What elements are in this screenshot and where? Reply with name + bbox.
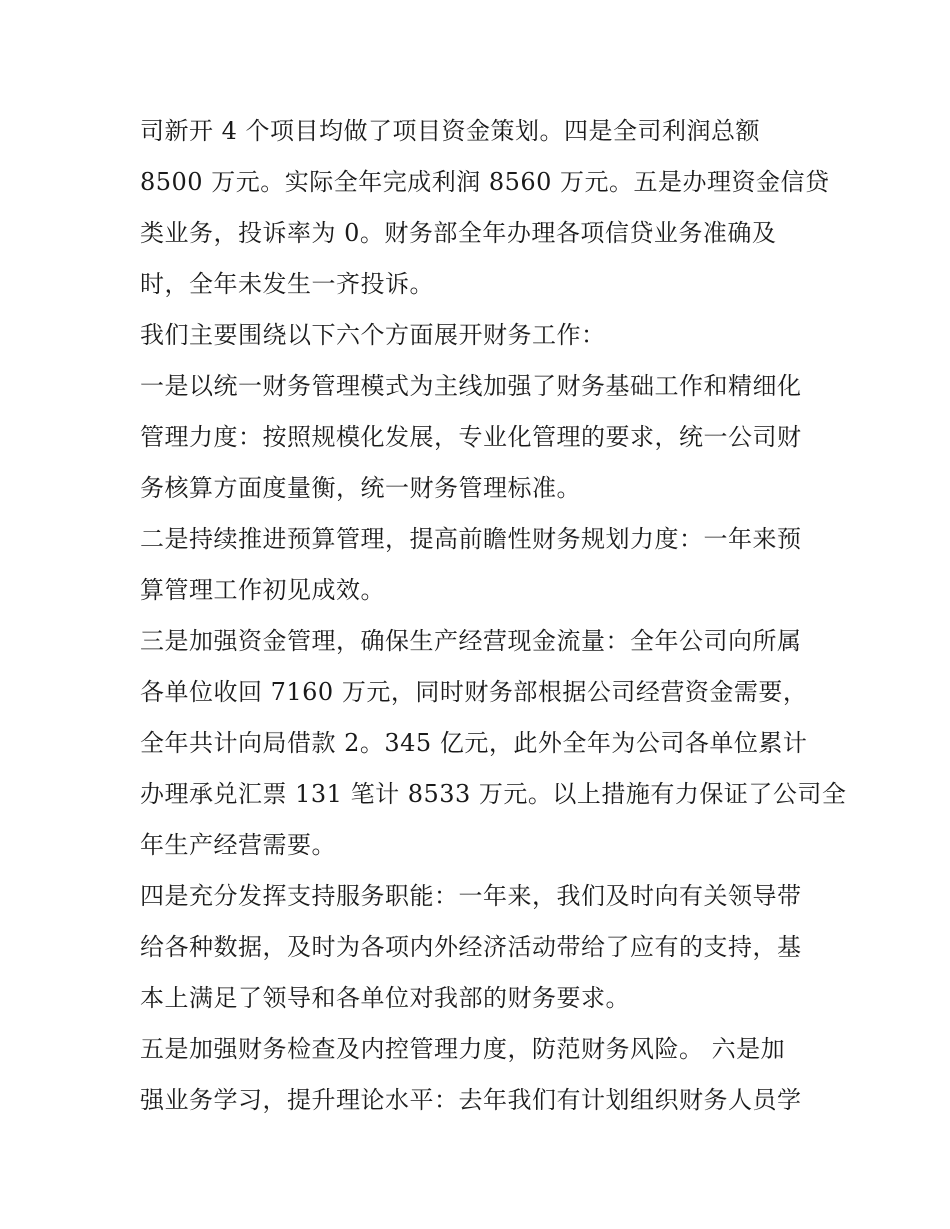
- text-line: 管理力度：按照规模化发展，专业化管理的要求，统一公司财: [140, 423, 802, 451]
- text-line: 五是加强财务检查及内控管理力度，防范财务风险。 六是加: [140, 1035, 786, 1063]
- text-line: 二是持续推进预算管理，提高前瞻性财务规划力度：一年来预: [140, 525, 802, 553]
- text-line: 全年共计向局借款 2。345 亿元，此外全年为公司各单位累计: [140, 729, 808, 757]
- text-line: 司新开 4 个项目均做了项目资金策划。四是全司利润总额: [140, 117, 761, 145]
- text-line: 强业务学习，提升理论水平：去年我们有计划组织财务人员学: [140, 1086, 802, 1114]
- text-line: 我们主要围绕以下六个方面展开财务工作：: [140, 321, 606, 349]
- text-line: 本上满足了领导和各单位对我部的财务要求。: [140, 984, 630, 1012]
- text-line: 各单位收回 7160 万元，同时财务部根据公司经营资金需要，: [140, 678, 808, 706]
- text-line: 年生产经营需要。: [140, 831, 336, 859]
- text-line: 8500 万元。实际全年完成利润 8560 万元。五是办理资金信贷: [140, 168, 830, 196]
- text-line: 类业务，投诉率为 0。财务部全年办理各项信贷业务准确及: [140, 219, 777, 247]
- text-line: 四是充分发挥支持服务职能：一年来，我们及时向有关领导带: [140, 882, 802, 910]
- text-line: 时，全年未发生一齐投诉。: [140, 270, 434, 298]
- text-line: 算管理工作初见成效。: [140, 576, 385, 604]
- text-line: 一是以统一财务管理模式为主线加强了财务基础工作和精细化: [140, 372, 802, 400]
- text-line: 办理承兑汇票 131 笔计 8533 万元。以上措施有力保证了公司全: [140, 780, 847, 808]
- text-line: 三是加强资金管理，确保生产经营现金流量：全年公司向所属: [140, 627, 802, 655]
- body-text: [140, 106, 847, 1126]
- text-line: 给各种数据，及时为各项内外经济活动带给了应有的支持，基: [140, 933, 802, 961]
- text-line: 务核算方面度量衡，统一财务管理标准。: [140, 474, 581, 502]
